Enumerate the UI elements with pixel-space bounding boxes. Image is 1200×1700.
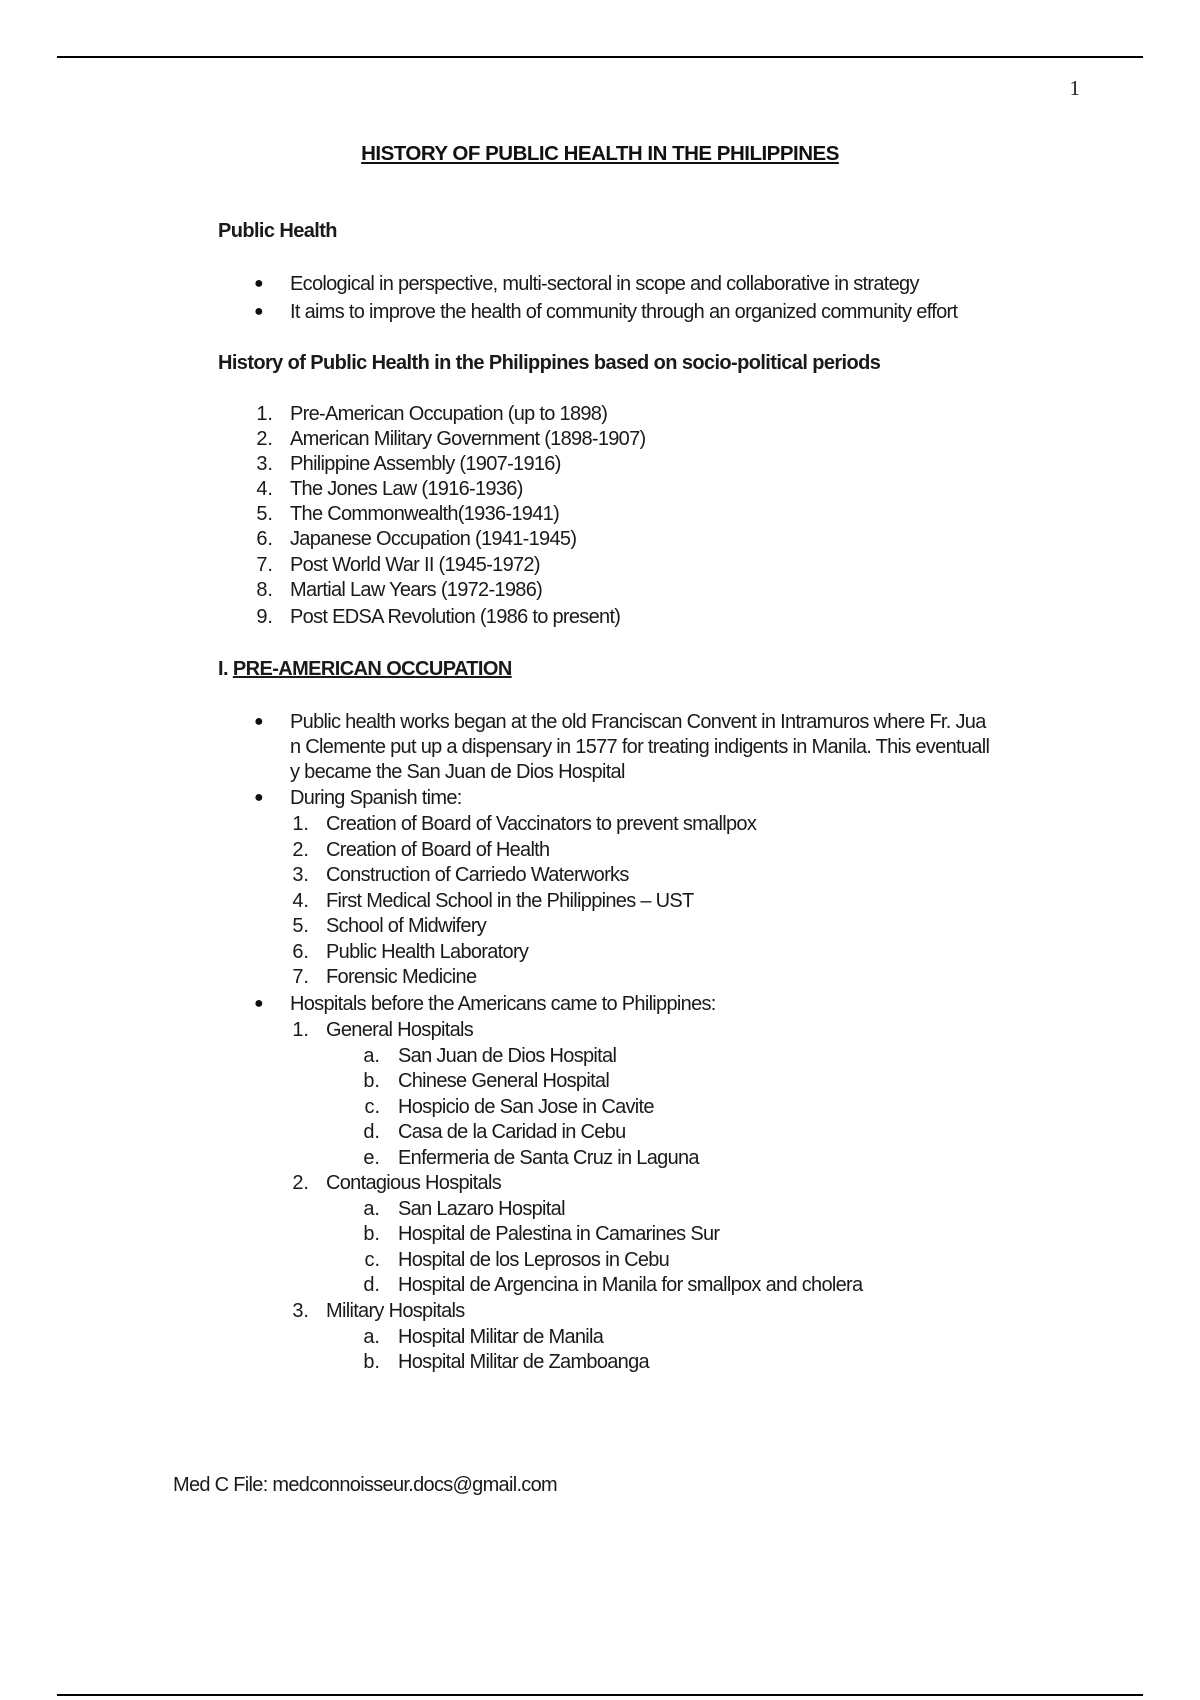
spanish-item: Construction of Carriedo Waterworks xyxy=(326,864,629,886)
spanish-item: Creation of Board of Health xyxy=(326,838,550,861)
hospital-group-label: Contagious Hospitals xyxy=(326,1172,501,1194)
period-item-number: 1. xyxy=(256,403,273,425)
hospital-item: Chinese General Hospital xyxy=(398,1070,610,1092)
hospital-item-number: b. xyxy=(363,1223,380,1245)
footer-contact: Med C File: medconnoisseur.docs@gmail.com xyxy=(173,1474,557,1496)
hospital-item-number: b. xyxy=(363,1351,380,1373)
hospital-item: San Juan de Dios Hospital xyxy=(398,1044,617,1067)
spanish-item: Public Health Laboratory xyxy=(326,940,529,963)
hospital-group-label: Military Hospitals xyxy=(326,1300,465,1322)
hospital-item: Hospital Militar de Manila xyxy=(398,1325,604,1348)
period-item: Martial Law Years (1972-1986) xyxy=(290,579,543,601)
bullet-icon: ● xyxy=(254,275,264,292)
hospital-item-number: d. xyxy=(363,1274,380,1296)
section-title: PRE-AMERICAN OCCUPATION xyxy=(232,658,512,680)
bullet-icon: ● xyxy=(254,789,264,806)
hospital-item-number: b. xyxy=(363,1070,380,1092)
bullet-icon: ● xyxy=(254,713,264,730)
hospital-item-number: c. xyxy=(364,1095,380,1118)
spanish-item-number: 7. xyxy=(292,966,309,988)
hospital-group-label-number: 3. xyxy=(292,1300,309,1322)
hospital-item-number: a. xyxy=(363,1197,380,1220)
period-item-number: 4. xyxy=(256,478,273,500)
page-number: 1 xyxy=(1069,76,1080,100)
section-heading-pre-american xyxy=(218,657,512,681)
spanish-item: First Medical School in the Philippines – UST xyxy=(326,889,694,912)
period-item: Post EDSA Revolution (1986 to present) xyxy=(290,606,621,628)
bullet-icon: ● xyxy=(254,995,264,1012)
hospital-item-number: a. xyxy=(363,1044,380,1067)
spanish-label: During Spanish time: xyxy=(290,787,462,809)
hospital-item-number: a. xyxy=(363,1325,380,1348)
hospital-item-number: c. xyxy=(364,1248,380,1271)
period-item-number: 9. xyxy=(256,606,273,628)
period-item: Post World War II (1945-1972) xyxy=(290,554,540,576)
bottom-rule xyxy=(57,1694,1143,1696)
spanish-item-number: 5. xyxy=(292,915,309,937)
period-item: The Jones Law (1916-1936) xyxy=(290,478,523,500)
spanish-item: School of Midwifery xyxy=(326,915,487,937)
hospital-item: Hospital de los Leprosos in Cebu xyxy=(398,1248,670,1271)
list-item: Ecological in perspective, multi-sectoral in scope and collaborative in strategy xyxy=(290,273,919,295)
spanish-item-number: 3. xyxy=(292,864,309,886)
top-rule xyxy=(57,56,1143,58)
spanish-item-number: 1. xyxy=(292,813,309,835)
period-item-number: 5. xyxy=(256,503,273,525)
spanish-item-number: 6. xyxy=(292,940,309,963)
hospitals-label: Hospitals before the Americans came to Philippines: xyxy=(290,993,716,1015)
period-item: Pre-American Occupation (up to 1898) xyxy=(290,403,608,425)
spanish-item: Forensic Medicine xyxy=(326,966,477,988)
period-item: The Commonwealth(1936-1941) xyxy=(290,503,560,525)
hospital-group-label: General Hospitals xyxy=(326,1019,474,1041)
list-item: It aims to improve the health of community through an organized community effort xyxy=(290,301,958,323)
intro-line: y became the San Juan de Dios Hospital xyxy=(290,761,625,783)
hospital-item: San Lazaro Hospital xyxy=(398,1197,565,1220)
document-title: HISTORY OF PUBLIC HEALTH IN THE PHILIPPINES xyxy=(361,142,839,165)
hospital-group-label-number: 1. xyxy=(292,1019,309,1041)
hospital-item-number: d. xyxy=(363,1121,380,1143)
hospital-item: Enfermeria de Santa Cruz in Laguna xyxy=(398,1146,699,1169)
hospital-group-label-number: 2. xyxy=(292,1172,309,1194)
period-item: Japanese Occupation (1941-1945) xyxy=(290,528,577,550)
spanish-item: Creation of Board of Vaccinators to prevent smallpox xyxy=(326,813,757,835)
intro-line: Public health works began at the old Franciscan Convent in Intramuros where Fr. Jua xyxy=(290,711,986,733)
period-item-number: 6. xyxy=(256,528,273,550)
periods-heading: History of Public Health in the Philippines based on socio-political periods xyxy=(218,352,881,374)
bullet-icon: ● xyxy=(254,303,264,320)
hospital-item: Hospicio de San Jose in Cavite xyxy=(398,1095,654,1118)
spanish-item-number: 2. xyxy=(292,838,309,861)
period-item-number: 8. xyxy=(256,579,273,601)
hospital-item: Casa de la Caridad in Cebu xyxy=(398,1121,626,1143)
hospital-item: Hospital de Palestina in Camarines Sur xyxy=(398,1223,720,1245)
spanish-item-number: 4. xyxy=(292,889,309,912)
public-health-heading: Public Health xyxy=(218,220,337,242)
hospital-item: Hospital Militar de Zamboanga xyxy=(398,1351,649,1373)
hospital-item-number: e. xyxy=(363,1146,380,1169)
period-item-number: 3. xyxy=(256,453,273,475)
period-item: American Military Government (1898-1907) xyxy=(290,428,646,450)
period-item-number: 7. xyxy=(256,554,273,576)
section-number: I. xyxy=(218,658,228,680)
period-item-number: 2. xyxy=(256,428,273,450)
intro-line: n Clemente put up a dispensary in 1577 for treating indigents in Manila. This eventuall xyxy=(290,736,990,758)
hospital-item: Hospital de Argencina in Manila for smallpox and cholera xyxy=(398,1274,863,1296)
period-item: Philippine Assembly (1907-1916) xyxy=(290,453,561,475)
